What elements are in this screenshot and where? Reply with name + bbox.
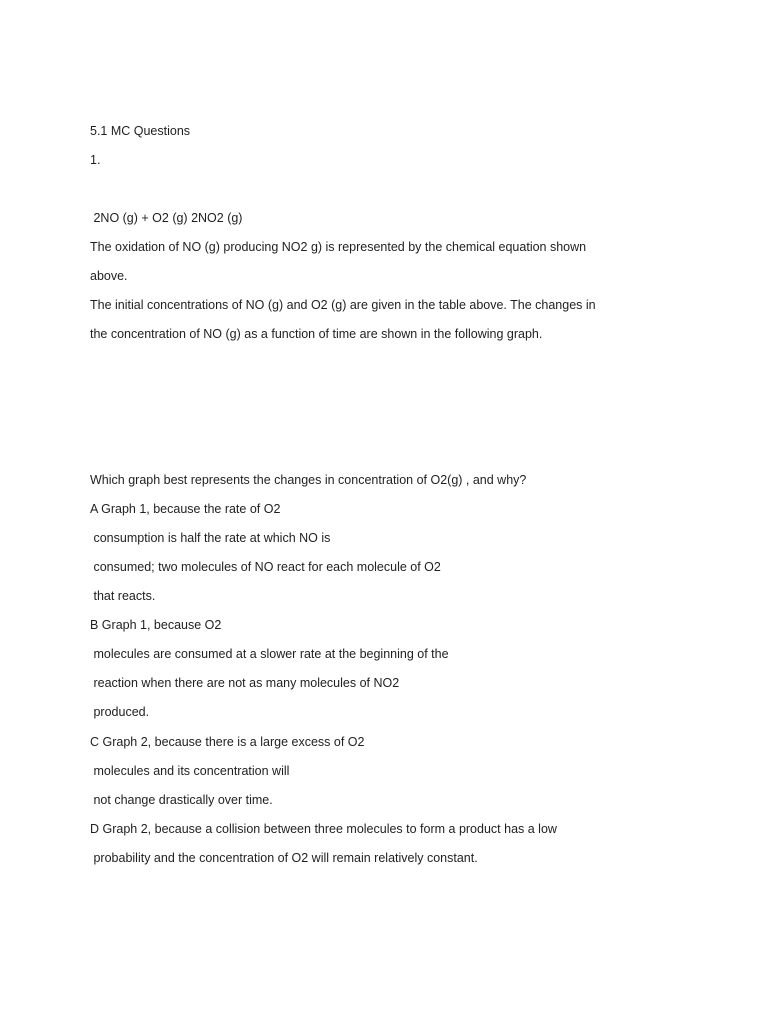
choice-c-line: C Graph 2, because there is a large excess of O2 xyxy=(90,735,365,749)
paragraph-line: the concentration of NO (g) as a function of time are shown in the following graph. xyxy=(90,327,543,341)
choice-c-line: not change drastically over time. xyxy=(90,793,273,807)
paragraph-line: above. xyxy=(90,269,128,283)
paragraph-line: The oxidation of NO (g) producing NO2 g) is represented by the chemical equation shown xyxy=(90,240,587,254)
choice-a-line: consumption is half the rate at which NO is xyxy=(90,531,331,545)
choice-d-line: D Graph 2, because a collision between three molecules to form a product has a low xyxy=(90,822,557,836)
choice-b-line: molecules are consumed at a slower rate at the beginning of the xyxy=(90,647,449,661)
choice-a-line: that reacts. xyxy=(90,589,156,603)
choice-d-line: probability and the concentration of O2 will remain relatively constant. xyxy=(90,851,478,865)
paragraph-line: The initial concentrations of NO (g) and O2 (g) are given in the table above. The changes in xyxy=(90,298,596,312)
choice-b-line: produced. xyxy=(90,705,150,719)
choice-b-line: B Graph 1, because O2 xyxy=(90,618,222,632)
chemical-equation: 2NO (g) + O2 (g) 2NO2 (g) xyxy=(90,211,243,225)
question-prompt: Which graph best represents the changes in concentration of O2(g) , and why? xyxy=(90,473,527,487)
choice-a-line: consumed; two molecules of NO react for each molecule of O2 xyxy=(90,560,441,574)
question-number: 1. xyxy=(90,153,101,167)
choice-b-line: reaction when there are not as many molecules of NO2 xyxy=(90,676,400,690)
choice-c-line: molecules and its concentration will xyxy=(90,764,290,778)
choice-a-line: A Graph 1, because the rate of O2 xyxy=(90,502,281,516)
section-title: 5.1 MC Questions xyxy=(90,124,191,138)
